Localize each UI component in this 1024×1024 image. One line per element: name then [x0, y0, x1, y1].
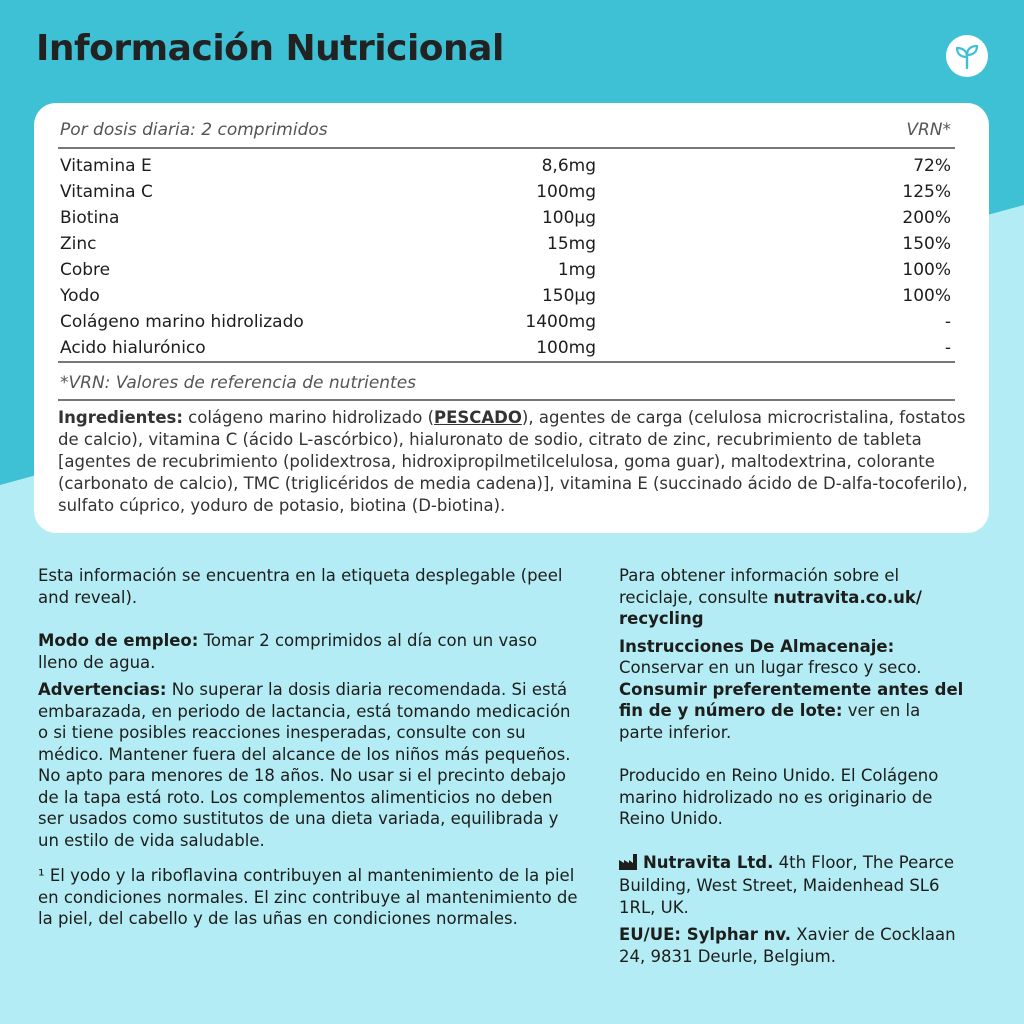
nutrient-amount: 150µg: [541, 286, 596, 306]
best-before-label: Consumir preferentemente antes del fin de y número de lote:: [619, 679, 964, 720]
nutrient-name: Vitamina C: [60, 182, 153, 202]
table-row: [58, 283, 955, 309]
nutrient-vrn: -: [944, 338, 951, 358]
recycling-text: Para obtener información sobre el reciclaje, consulte: [619, 566, 900, 607]
nutrient-name: Cobre: [60, 260, 111, 280]
table-row: [58, 257, 955, 283]
usage-instructions: [38, 630, 578, 673]
eu-address: Xavier de Cocklaan 24, 9831 Deurle, Belgium.: [619, 925, 956, 966]
nutrition-table: [58, 117, 955, 401]
storage-text: Conservar en un lugar fresco y seco.: [619, 658, 922, 677]
vrn-footnote: [58, 367, 955, 401]
origin-info: Producido en Reino Unido. El Colágeno marino hidrolizado no es originario de Reino Unido.: [619, 766, 939, 828]
warnings: [38, 679, 578, 851]
page-title: Información Nutricional: [36, 28, 504, 69]
nutrient-vrn: -: [944, 312, 951, 332]
leaf-sprout-icon: [946, 35, 988, 77]
manufacturer-info: [619, 852, 969, 919]
warnings-label: Advertencias:: [38, 680, 167, 699]
nutrient-vrn: 200%: [902, 208, 951, 228]
nutrient-amount: 100mg: [536, 338, 596, 358]
manufacturer-name: Nutravita Ltd.: [643, 852, 774, 872]
ingredients-text-after: ), agentes de carga (celulosa microcristalina, fostatos de calcio), vitamina C (ácido L-ascórbico), hialuronato de sodio, citrato de zinc, recubrimiento de tableta [agentes de recubrimiento (polidextrosa, hidroxipropilmetilcelulosa, goma guar), maltodextrina, colorante (carbonato de calcio), TMC (triglicéridos de media cadena)], vitamina E (succinado ácido de D-alfa-tocoferilo), sulfato cúprico, yoduro de potasio, biotina (D-biotina).: [58, 408, 968, 515]
factory-icon: [619, 854, 639, 876]
recycling-info: [619, 565, 969, 630]
nutrient-vrn: 100%: [902, 286, 951, 306]
eu-label: EU/UE: Sylphar nv.: [619, 925, 792, 944]
best-before-text: ver en la parte inferior.: [619, 701, 921, 742]
ingredients-label: Ingredientes:: [58, 408, 183, 427]
best-before: [619, 679, 969, 744]
table-row: [58, 179, 955, 205]
nutrient-vrn: 72%: [913, 156, 951, 176]
nutrient-amount: 100mg: [536, 182, 596, 202]
nutrient-vrn: 150%: [902, 234, 951, 254]
nutrient-amount: 15mg: [547, 234, 596, 254]
vrn-header: VRN*: [906, 120, 951, 140]
nutrient-name: Acido hialurónico: [60, 338, 206, 358]
nutrient-name: Yodo: [60, 286, 100, 306]
nutrient-name: Colágeno marino hidrolizado: [60, 312, 304, 332]
nutrient-vrn: 100%: [902, 260, 951, 280]
manufacturer-address: 4th Floor, The Pearce Building, West Street, Maidenhead SL6 1RL, UK.: [619, 852, 955, 917]
usage-text: Tomar 2 comprimidos al día con un vaso lleno de agua.: [38, 631, 538, 672]
dose-header: Por dosis diaria: 2 comprimidos: [60, 120, 328, 140]
nutrition-card: [34, 103, 989, 533]
nutrient-vrn: 125%: [902, 182, 951, 202]
usage-label: Modo de empleo:: [38, 631, 199, 650]
nutrient-name: Vitamina E: [60, 156, 152, 176]
nutrient-amount: 100µg: [541, 208, 596, 228]
nutrient-name: Zinc: [60, 234, 97, 254]
table-header: [58, 117, 955, 149]
storage-label: [619, 636, 969, 658]
vrn-footnote-text: *VRN: Valores de referencia de nutrientes: [60, 373, 417, 393]
table-row: [58, 153, 955, 179]
nutrient-amount: 1mg: [557, 260, 596, 280]
ingredients-text-before: colágeno marino hidrolizado (: [182, 408, 435, 427]
health-claims-footnote: ¹ El yodo y la riboflavina contribuyen al mantenimiento de la piel en condiciones normales. El zinc contribuye al mantenimiento de la piel, del cabello y de las uñas en condiciones normales.: [38, 866, 578, 928]
table-row: [58, 335, 955, 361]
storage-label-text: Instrucciones De Almacenaje:: [619, 636, 895, 656]
eu-representative: [619, 924, 969, 967]
nutrient-name: Biotina: [60, 208, 120, 228]
ingredients: [58, 407, 973, 517]
info-column: [619, 565, 969, 967]
usage-column: [38, 565, 578, 930]
table-row: [58, 309, 955, 335]
warnings-text: No superar la dosis diaria recomendada. Si está embarazada, en periodo de lactancia, está tomando medicación o si tiene posibles reacciones inesperadas, consulte con su médico. Mantener fuera del alcance de los niños más pequeños. No apto para menores de 18 años. No usar si el precinto debajo de la tapa está roto. Los complementos alimenticios no deben ser usados como sustitutos de una dieta variada, equilibrada y un estilo de vida saludable.: [38, 680, 571, 850]
nutrient-amount: 8,6mg: [541, 156, 596, 176]
label-info: Esta información se encuentra en la etiqueta desplegable (peel and reveal).: [38, 566, 563, 607]
recycling-link[interactable]: nutravita.co.uk/ recycling: [619, 587, 922, 628]
allergen-highlight: PESCADO: [434, 408, 522, 427]
nutrient-amount: 1400mg: [525, 312, 596, 332]
table-row: [58, 231, 955, 257]
table-row: [58, 205, 955, 231]
